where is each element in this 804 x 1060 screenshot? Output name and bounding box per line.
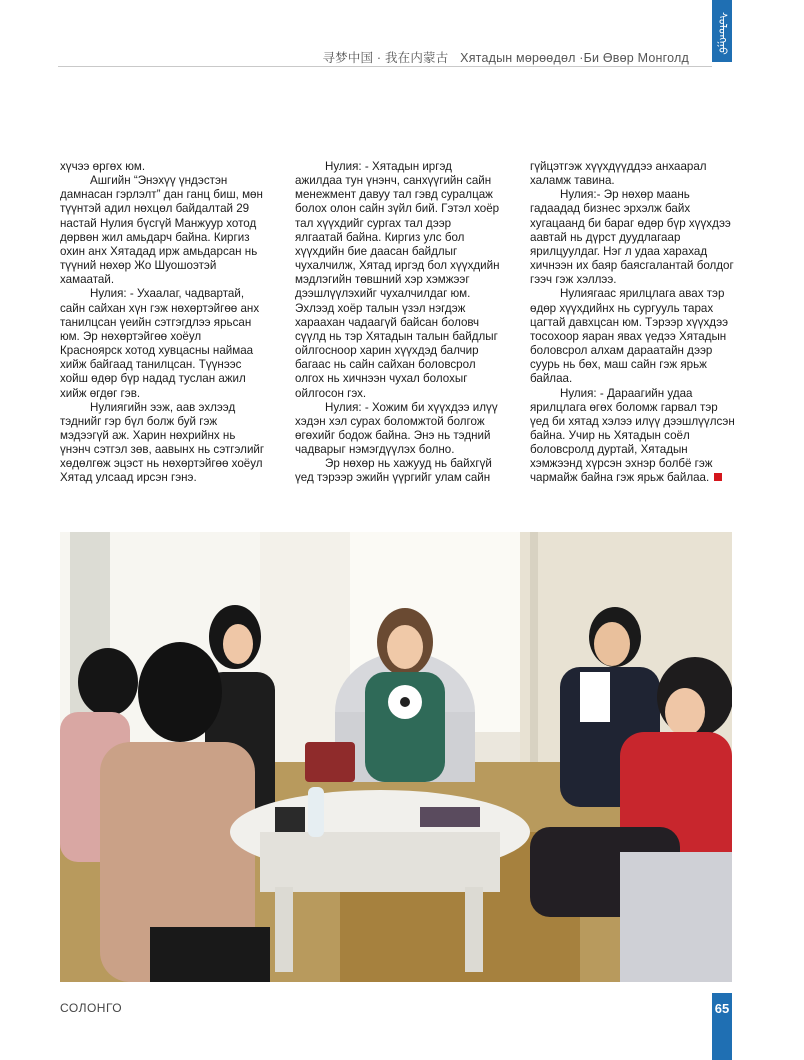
article-column-3 [530, 160, 735, 505]
header-divider [58, 66, 712, 67]
article-paragraph: Нулия: - Хожим би хүүхдээ илүү хэдэн хэл сурах боломжтой болгож өгөхийг бодож байна. Энэ нь тэдний чадварыг нэмэгдүүлэх болно. [295, 400, 498, 457]
article-paragraph: Нулия: - Хятадын иргэд ажилдаа тун үнэнч, санхүүгийн сайн менежмент давуу тал гэвд суралцаж болох олон сайн зүйл бий. Гэтэл хоёр тал хүүхдийг сургах тал дээр ялгаатай байна. Киргиз улс бол хүүхдийн бие даасан байдлыг чухалчилж, Хятад иргэд бол хүүхдийн мэдлэгийн төвшний хэр хэмжээг дээшлүүлэхийг чухалчилдаг юм. Эхлээд хоёр талын үзэл нэгдэж хараахан чадаагүй байсан боловч сүүлд нь тэр Хятадын талын байдлыг ойлгосноор харин хүүхдэд балчир багаас нь сайн сайхан боловсрол олгох нь хичнээн чухал болохыг ойлгосон гэх. [295, 160, 500, 400]
meeting-photo [60, 532, 732, 982]
article-paragraph: Нулиягаас ярилцлага авах тэр өдөр хүүхдийнх нь сургууль тарах цагтай давхцсан юм. Тэрээр хүүхдээ тосохоор яаран явах үедээ Хятадын боловсрол алхам дараатайн дээр суурь нь бөх, маш сайн гэж ярьж байлаа. [530, 287, 729, 386]
running-header-chinese: 寻梦中国 · 我在内蒙古 [322, 51, 449, 65]
article-column-2 [295, 160, 500, 505]
section-tab [712, 0, 732, 62]
article-end-mark [714, 473, 722, 481]
page-number: 65 [714, 1001, 730, 1016]
article-column-1 [60, 160, 265, 505]
article-body [60, 160, 736, 505]
section-tab-label: ᠰᠣᠯᠣᠩᠭᠣ [716, 12, 728, 55]
article-paragraph: Нулия: - Ухаалаг, чадвартай, сайн сайхан хүн гэж нөхөртэйгөө анх танилцсан үеийн сэтгэгдлээ ярьсан юм. Эр нөхөртэйгөө хоёул Красноярск хотод хувцасны наймаа хийж байгаад танилцсан. Түүнээс хойш өдөр бүр надад туслан ажил хийж өгдөг гэв. [60, 287, 260, 400]
magazine-name: СОЛОНГО [60, 1001, 123, 1015]
article-paragraph: Нулия:- Эр нөхөр маань гадаадад бизнес эрхэлж байх хугацаанд би бараг өдөр бүр хүүхдээ аавтай нь дүрст дуудлагаар ярилцуулдаг. Нэг л удаа харахад хичнээн их баяр баясгалантай болдог гээч гэж хэллээ. [530, 188, 734, 287]
article-paragraph: Эр нөхөр нь хажууд нь байхгүй үед тэрээр эжийн үүргийг улам сайн [295, 457, 492, 485]
article-paragraph: Ашгийн “Энэхүү үндэстэн дамнасан гэрлэлт” дан ганц биш, мөн түүнтэй адил нөхцөл байдалтай 29 настай Нулия бүсгүй Манжуур хотод дөрвөн жил амьдарч байна. Киргиз охин анх Хятадад ирж амьдарсан нь түүний нөхөр Жо Шуошоэтэй хамаатай. [60, 174, 263, 287]
meeting-photo-illustration [60, 532, 732, 982]
article-paragraph: Нулиягийн ээж, аав эхлээд тэднийг гэр бүл болж буй гэж мэдээгүй аж. Харин нөхрийнх нь үнэнч сэтгэл зөв, аавынх нь сэтгэлийг хөдөлгөж эцэст нь нөхөртэйгөө хоёул Хятад улсаад ирсэн гэнэ. [60, 400, 265, 485]
running-header [322, 48, 689, 66]
article-paragraph: гүйцэтгэж хүүхдүүддээ анхаарал халамж тавина. [530, 160, 707, 188]
running-header-mongolian: Хятадын мөрөөдөл ·Би Өвөр Монголд [460, 51, 689, 65]
article-paragraph: Нулия: - Дараагийн удаа ярилцлага өгөх боломж гарвал тэр үед би хятад хэлээ илүү дээшлүүлсэн байна. Учир нь Хятадын соёл боловсролд дуртай, Хятадын хэмжээнд хүрсэн эхнэр болбё гэж чармайж байна гэж ярьж байлаа. [530, 386, 735, 485]
page-header [0, 0, 804, 68]
page-number-tab [712, 993, 732, 1060]
article-paragraph: хүчээ өргөх юм. [60, 160, 146, 173]
